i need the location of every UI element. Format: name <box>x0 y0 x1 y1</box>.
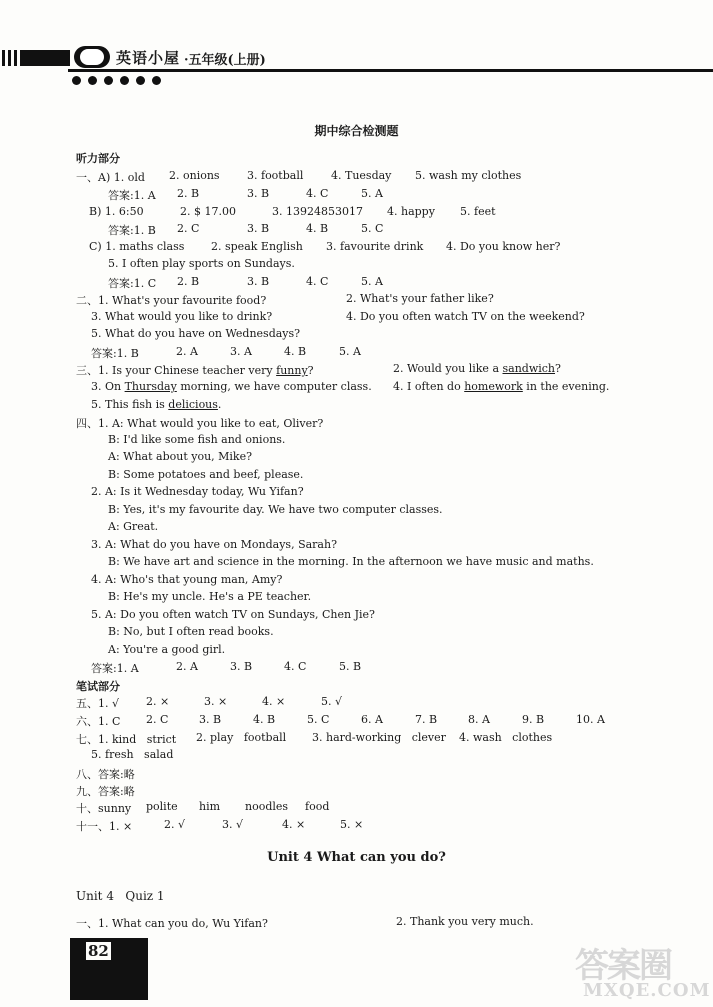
answer-line: 9. B <box>522 713 545 726</box>
header-dots-decoration <box>72 75 168 88</box>
book-title: 英语小屋 <box>116 49 181 67</box>
answer-line: 5. A: Do you often watch TV on Sundays, Chen Jie? <box>91 608 375 621</box>
answer-line: 5. I often play sports on Sundays. <box>108 257 295 270</box>
answer-line: B: Yes, it's my favourite day. We have two computer classes. <box>108 503 443 516</box>
answer-line: 十一、1. × <box>76 820 133 833</box>
answer-line: 3. A: What do you have on Mondays, Sarah? <box>91 538 337 551</box>
answer-line: 10. A <box>576 713 605 726</box>
answer-line: 7. B <box>415 713 438 726</box>
answer-line: B: Some potatoes and beef, please. <box>108 468 304 481</box>
watermark-logo: 答案圈 <box>575 946 671 986</box>
answer-line: 5. fresh salad <box>91 748 174 761</box>
answer-line: 二、1. What's your favourite food? <box>76 294 267 307</box>
answer-line: 2. B <box>177 275 200 288</box>
answer-line: 3. √ <box>222 818 244 831</box>
answer-line: 2. A <box>176 660 198 673</box>
answer-line: 3. B <box>247 187 270 200</box>
answer-line: 九、答案:略 <box>76 785 135 798</box>
answer-line: 2. What's your father like? <box>346 292 494 305</box>
answer-line: 3. B <box>247 222 270 235</box>
answer-line: 三、1. Is your Chinese teacher very funny? <box>76 364 314 377</box>
answer-line: 5. This fish is delicious. <box>91 398 222 411</box>
page-title: 期中综合检测题 <box>314 124 399 138</box>
answer-line: B: We have art and science in the morning. In the afternoon we have music and maths. <box>108 555 594 568</box>
book-subtitle: ·五年级(上册) <box>184 53 266 68</box>
answer-line: 答案:1. A <box>91 662 139 675</box>
answer-line: 4. I often do homework in the evening. <box>393 380 610 393</box>
answer-line: 2. Would you like a sandwich? <box>393 362 561 375</box>
answer-line: 3. On Thursday morning, we have computer class. <box>91 380 372 393</box>
answer-line: him <box>199 800 221 813</box>
answer-line: 一、1. What can you do, Wu Yifan? <box>76 917 268 930</box>
answer-line: 3. B <box>199 713 222 726</box>
answer-line: 答案:1. B <box>91 347 139 360</box>
underlined-word: sandwich <box>502 362 556 375</box>
answer-line: polite <box>146 800 178 813</box>
answer-line: B: He's my uncle. He's a PE teacher. <box>108 590 312 603</box>
answer-line: 5. feet <box>460 205 496 218</box>
section-heading: 听力部分 <box>76 152 120 165</box>
answer-line: food <box>305 800 330 813</box>
answer-line: 3. B <box>230 660 253 673</box>
answer-line: 2. C <box>177 222 200 235</box>
answer-line: 5. B <box>339 660 362 673</box>
answer-line: 5. √ <box>321 695 343 708</box>
answer-line: Unit 4 Quiz 1 <box>76 889 165 903</box>
answer-line: 2. speak English <box>211 240 303 253</box>
answer-line: 2. × <box>146 695 170 708</box>
answer-line: 七、1. kind strict <box>76 733 177 746</box>
header-stripe-decoration <box>0 50 70 66</box>
answer-line: 5. What do you have on Wednesdays? <box>91 327 301 340</box>
answer-line: 5. A <box>361 187 383 200</box>
answer-line: 4. Do you know her? <box>446 240 561 253</box>
answer-line: 2. Thank you very much. <box>396 915 534 928</box>
answer-line: 4. A: Who's that young man, Amy? <box>91 573 283 586</box>
answer-line: 一、A) 1. old <box>76 171 145 184</box>
answer-line: 4. Do you often watch TV on the weekend? <box>346 310 585 323</box>
answer-line: 8. A <box>468 713 490 726</box>
answer-line: 6. A <box>361 713 383 726</box>
answer-line: 2. √ <box>164 818 186 831</box>
answer-line: 3. B <box>247 275 270 288</box>
answer-line: 4. C <box>306 187 329 200</box>
answer-line: 答案:1. B <box>108 224 156 237</box>
answer-line: 八、答案:略 <box>76 768 135 781</box>
answer-line: 4. B <box>306 222 329 235</box>
answer-line: 4. × <box>262 695 286 708</box>
answer-line: 2. play football <box>196 731 287 744</box>
answer-line: 4. Tuesday <box>331 169 392 182</box>
answer-line: 4. B <box>253 713 276 726</box>
underlined-word: funny <box>276 364 308 377</box>
answer-line: 3. What would you like to drink? <box>91 310 273 323</box>
underlined-word: Thursday <box>124 380 177 393</box>
answer-line: 5. C <box>361 222 384 235</box>
answer-line: 答案:1. C <box>108 277 157 290</box>
answer-line: 5. A <box>361 275 383 288</box>
answer-line: 2. $ 17.00 <box>180 205 236 218</box>
answer-line: 4. wash clothes <box>459 731 553 744</box>
answer-line: 3. football <box>247 169 304 182</box>
section-heading: 笔试部分 <box>76 680 120 693</box>
answer-line: 2. A: Is it Wednesday today, Wu Yifan? <box>91 485 304 498</box>
watermark-url: MXQE.COM <box>583 980 711 1001</box>
answer-line: 4. B <box>284 345 307 358</box>
answer-line: 十、sunny <box>76 802 132 815</box>
answer-line: B: No, but I often read books. <box>108 625 274 638</box>
answer-line: 2. onions <box>169 169 220 182</box>
answer-line: 4. C <box>284 660 307 673</box>
underlined-word: homework <box>464 380 523 393</box>
answer-line: 3. hard-working clever <box>312 731 446 744</box>
answer-line: 3. favourite drink <box>326 240 424 253</box>
answer-line: A: Great. <box>108 520 159 533</box>
answer-line: 六、1. C <box>76 715 121 728</box>
answer-line: 3. × <box>204 695 228 708</box>
answer-line: 3. 13924853017 <box>272 205 363 218</box>
answer-line: 4. × <box>282 818 306 831</box>
answer-line: 答案:1. A <box>108 189 156 202</box>
answer-line: 五、1. √ <box>76 697 120 710</box>
unit-heading: Unit 4 What can you do? <box>267 850 446 865</box>
answer-line: 2. B <box>177 187 200 200</box>
answer-line: A: What about you, Mike? <box>108 450 253 463</box>
answer-line: C) 1. maths class <box>89 240 185 253</box>
answer-line: B: I'd like some fish and onions. <box>108 433 286 446</box>
answer-line: 5. wash my clothes <box>415 169 522 182</box>
answer-line: 5. A <box>339 345 361 358</box>
book-logo <box>74 46 110 68</box>
answer-line: 5. C <box>307 713 330 726</box>
answer-line: 四、1. A: What would you like to eat, Oliver? <box>76 417 324 430</box>
answer-line: 5. × <box>340 818 364 831</box>
answer-line: 3. A <box>230 345 252 358</box>
header-rule <box>68 69 713 72</box>
answer-line: 2. A <box>176 345 198 358</box>
answer-line: 2. C <box>146 713 169 726</box>
answer-line: 4. C <box>306 275 329 288</box>
answer-line: noodles <box>245 800 289 813</box>
underlined-word: delicious <box>168 398 218 411</box>
answer-line: B) 1. 6:50 <box>89 205 144 218</box>
page-number: 82 <box>88 942 109 960</box>
answer-line: 4. happy <box>387 205 435 218</box>
answer-line: A: You're a good girl. <box>108 643 226 656</box>
